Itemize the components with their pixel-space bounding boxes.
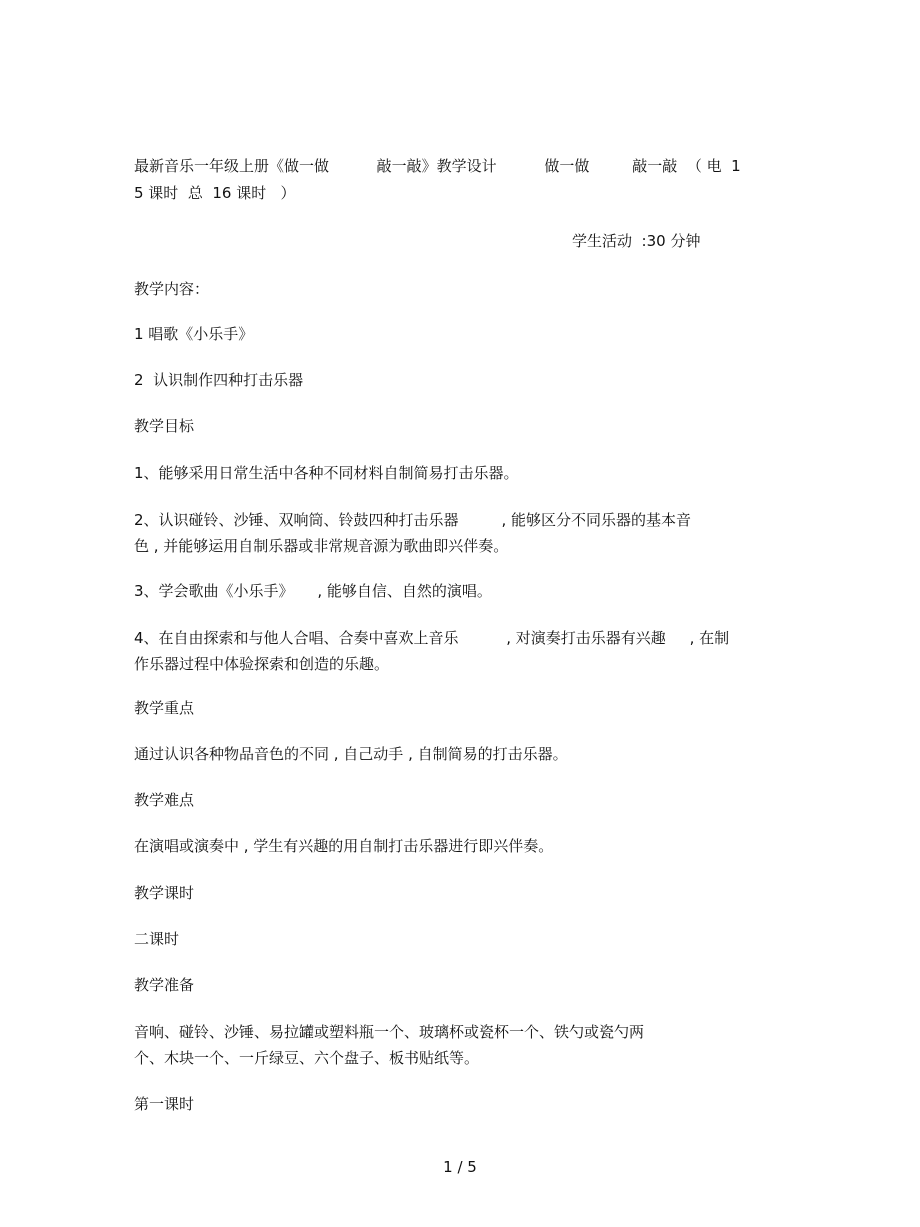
- content-item-2: 2 认识制作四种打击乐器: [134, 371, 304, 389]
- prep-line-1: 音响、碰铃、沙锤、易拉罐或塑料瓶一个、玻璃杯或瓷杯一个、铁勺或瓷勺两: [134, 1023, 645, 1041]
- key-text: 通过认识各种物品音色的不同 , 自己动手 , 自制简易的打击乐器。: [134, 745, 568, 763]
- goal-2-line-2: 色 , 并能够运用自制乐器或非常规音源为歌曲即兴伴奏。: [134, 537, 509, 555]
- goal-4-line-1: 4、在自由探索和与他人合唱、合奏中喜欢上音乐 , 对演奏打击乐器有兴趣 , 在制: [134, 629, 730, 647]
- prep-heading: 教学准备: [134, 976, 195, 994]
- title-line-2: 5 课时 总 16 课时 ）: [134, 184, 296, 202]
- content-heading: 教学内容：: [134, 280, 210, 298]
- goals-heading: 教学目标: [134, 417, 195, 435]
- goal-1: 1、能够采用日常生活中各种不同材料自制简易打击乐器。: [134, 464, 519, 482]
- goal-3: 3、学会歌曲《小乐手》 , 能够自信、自然的演唱。: [134, 582, 492, 600]
- difficulty-text: 在演唱或演奏中 , 学生有兴趣的用自制打击乐器进行即兴伴奏。: [134, 837, 554, 855]
- hours-text: 二课时: [134, 930, 180, 948]
- prep-line-2: 个、木块一个、一斤绿豆、六个盘子、板书贴纸等。: [134, 1049, 480, 1067]
- student-activity-time: 学生活动 :30 分钟: [572, 232, 701, 250]
- first-lesson-heading: 第一课时: [134, 1095, 195, 1113]
- title-line-1: 最新音乐一年级上册《做一做 敲一敲》教学设计 做一做 敲一敲 （ 电 1: [134, 157, 741, 175]
- content-item-1: 1 唱歌《小乐手》: [134, 325, 254, 343]
- goal-2-line-1: 2、认识碰铃、沙锤、双响筒、铃鼓四种打击乐器 , 能够区分不同乐器的基本音: [134, 511, 691, 529]
- key-heading: 教学重点: [134, 699, 195, 717]
- hours-heading: 教学课时: [134, 884, 195, 902]
- goal-4-line-2: 作乐器过程中体验探索和创造的乐趣。: [134, 655, 390, 673]
- difficulty-heading: 教学难点: [134, 791, 195, 809]
- page-number: 1 / 5: [443, 1158, 477, 1176]
